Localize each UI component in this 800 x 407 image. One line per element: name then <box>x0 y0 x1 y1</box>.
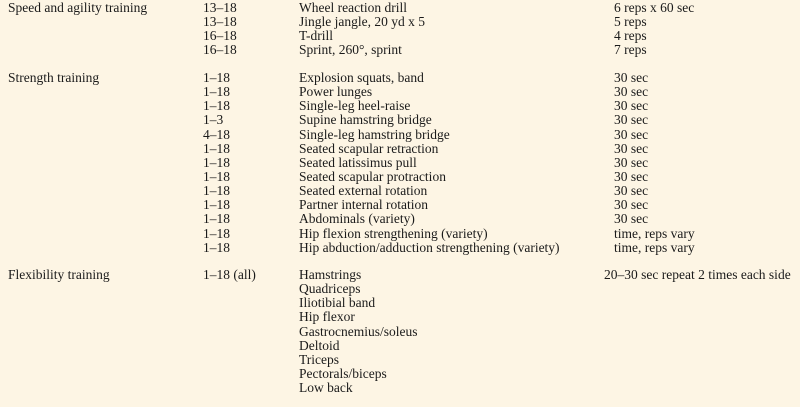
table-row <box>0 29 800 43</box>
table-row <box>0 99 800 113</box>
table-row <box>0 268 800 282</box>
dose-cell: 30 sec <box>614 98 649 114</box>
exercise-cell: Explosion squats, band <box>299 70 424 85</box>
exercise-cell: Partner internal rotation <box>299 197 428 213</box>
weeks-cell: 1–18 <box>203 70 230 85</box>
exercise-cell: Low back <box>299 380 353 396</box>
table-row <box>0 339 800 353</box>
exercise-cell: Seated scapular protraction <box>299 168 446 184</box>
table-row <box>0 367 800 381</box>
dose-cell: 6 reps x 60 sec <box>614 0 695 15</box>
group-speed-agility <box>0 1 800 58</box>
dose-cell: 30 sec <box>614 84 649 100</box>
exercise-cell: Hip abduction/adduction strengthening (variety) <box>299 239 560 255</box>
exercise-cell: Seated scapular retraction <box>299 140 439 156</box>
dose-cell: 30 sec <box>614 126 649 142</box>
weeks-cell: 1–3 <box>203 112 224 128</box>
table-row <box>0 1 800 15</box>
exercise-cell: Seated latissimus pull <box>299 154 417 170</box>
weeks-cell: 1–18 <box>203 239 230 255</box>
dose-cell: 30 sec <box>614 154 649 170</box>
weeks-cell: 13–18 <box>203 0 237 15</box>
table-row <box>0 198 800 212</box>
dose-cell: 30 sec <box>614 197 649 213</box>
exercise-cell: Abdominals (variety) <box>299 211 415 227</box>
exercise-cell: Wheel reaction drill <box>299 0 407 15</box>
weeks-cell: 1–18 (all) <box>203 267 256 282</box>
weeks-cell: 1–18 <box>203 140 230 156</box>
dose-cell: 30 sec <box>614 183 649 199</box>
exercise-cell: T-drill <box>299 28 334 44</box>
category-label: Speed and agility training <box>8 0 148 15</box>
weeks-cell: 1–18 <box>203 183 230 199</box>
dose-cell: 4 reps <box>614 28 647 44</box>
category-label: Flexibility training <box>8 267 110 282</box>
exercise-cell: Hip flexor <box>299 309 355 325</box>
table-row <box>0 43 800 57</box>
exercise-cell: Pectorals/biceps <box>299 365 387 381</box>
dose-cell: 20–30 sec repeat 2 times each side <box>604 267 791 282</box>
weeks-cell: 4–18 <box>203 126 230 142</box>
exercise-cell: Seated external rotation <box>299 183 428 199</box>
table-row <box>0 71 800 85</box>
dose-cell: 30 sec <box>614 70 649 85</box>
weeks-cell: 16–18 <box>203 28 237 44</box>
table-row <box>0 296 800 310</box>
table-row <box>0 142 800 156</box>
weeks-cell: 1–18 <box>203 154 230 170</box>
table-row <box>0 227 800 241</box>
table-row <box>0 282 800 296</box>
group-flexibility <box>0 268 800 395</box>
weeks-cell: 16–18 <box>203 42 237 58</box>
dose-cell: 30 sec <box>614 140 649 156</box>
table-row <box>0 353 800 367</box>
exercise-cell: Iliotibial band <box>299 295 376 311</box>
dose-cell: 7 reps <box>614 42 647 58</box>
exercise-cell: Single-leg hamstring bridge <box>299 126 450 142</box>
exercise-cell: Jingle jangle, 20 yd x 5 <box>299 14 425 30</box>
weeks-cell: 1–18 <box>203 197 230 213</box>
exercise-cell: Hamstrings <box>299 267 362 282</box>
table-row <box>0 128 800 142</box>
table-row <box>0 381 800 395</box>
exercise-cell: Deltoid <box>299 337 340 353</box>
exercise-cell: Hip flexion strengthening (variety) <box>299 225 488 241</box>
weeks-cell: 1–18 <box>203 98 230 114</box>
dose-cell: 30 sec <box>614 168 649 184</box>
table-row <box>0 170 800 184</box>
table-row <box>0 310 800 324</box>
exercise-cell: Quadriceps <box>299 281 361 297</box>
exercise-cell: Single-leg heel-raise <box>299 98 411 114</box>
dose-cell: 5 reps <box>614 14 647 30</box>
category-label: Strength training <box>8 70 100 85</box>
table-row <box>0 85 800 99</box>
table-row <box>0 113 800 127</box>
dose-cell: 30 sec <box>614 211 649 227</box>
group-strength <box>0 71 800 255</box>
table-row <box>0 15 800 29</box>
table-row <box>0 325 800 339</box>
table-row <box>0 212 800 226</box>
weeks-cell: 1–18 <box>203 84 230 100</box>
exercise-cell: Triceps <box>299 351 340 367</box>
table-row <box>0 241 800 255</box>
table-row <box>0 184 800 198</box>
exercise-cell: Supine hamstring bridge <box>299 112 432 128</box>
dose-cell: time, reps vary <box>614 239 695 255</box>
weeks-cell: 1–18 <box>203 211 230 227</box>
table-row <box>0 156 800 170</box>
exercise-cell: Gastrocnemius/soleus <box>299 323 418 339</box>
weeks-cell: 1–18 <box>203 168 230 184</box>
dose-cell: 30 sec <box>614 112 649 128</box>
dose-cell: time, reps vary <box>614 225 695 241</box>
weeks-cell: 13–18 <box>203 14 237 30</box>
exercise-cell: Power lunges <box>299 84 373 100</box>
weeks-cell: 1–18 <box>203 225 230 241</box>
exercise-cell: Sprint, 260°, sprint <box>299 42 402 58</box>
